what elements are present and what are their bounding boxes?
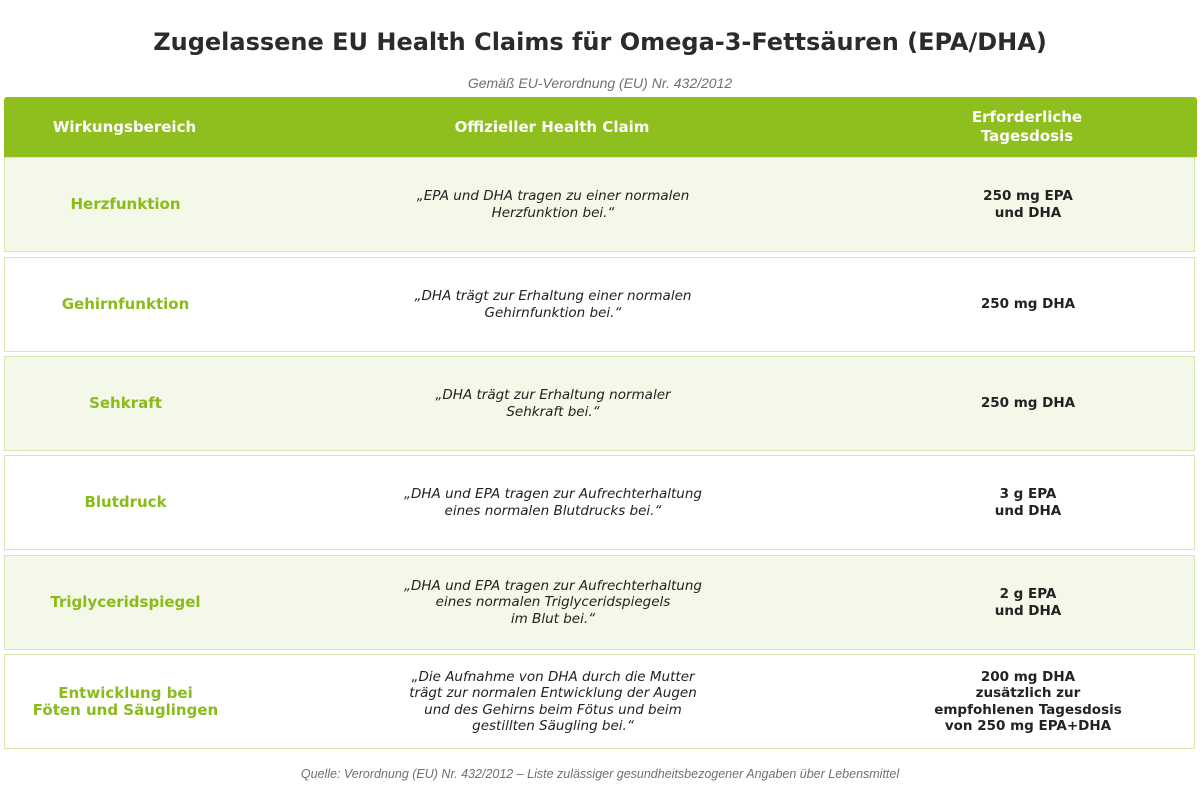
- health-claims-table: [4, 97, 1197, 734]
- row-dose: 2 g EPA und DHA: [994, 586, 1062, 619]
- table-row: [4, 654, 1195, 749]
- table-row: [4, 356, 1195, 451]
- header-wirkungsbereich: Wirkungsbereich: [52, 117, 197, 136]
- table-row: [4, 555, 1195, 650]
- row-dose: 250 mg EPA und DHA: [983, 188, 1073, 221]
- row-claim: „DHA und EPA tragen zur Aufrechterhaltung eines normalen Blutdrucks bei.“: [404, 486, 702, 519]
- row-area-label: Blutdruck: [84, 493, 167, 511]
- row-claim: „DHA trägt zur Erhaltung normaler Sehkraft bei.“: [435, 387, 671, 420]
- row-claim: „EPA und DHA tragen zu einer normalen Herzfunktion bei.“: [416, 188, 690, 221]
- row-area-label: Triglyceridspiegel: [50, 593, 201, 611]
- page-title: Zugelassene EU Health Claims für Omega-3-Fettsäuren (EPA/DHA): [153, 28, 1047, 56]
- table-row: [4, 257, 1195, 352]
- row-area: [5, 556, 246, 649]
- row-dose: 200 mg DHA zusätzlich zur empfohlenen Tagesdosis von 250 mg EPA+DHA: [934, 668, 1122, 734]
- row-claim: „DHA und EPA tragen zur Aufrechterhaltung eines normalen Triglyceridspiegels im Blut bei.“: [404, 577, 702, 627]
- table-row: [4, 157, 1195, 252]
- header-tagesdosis: [857, 97, 1197, 157]
- page-subtitle: Gemäß EU-Verordnung (EU) Nr. 432/2012: [467, 75, 733, 91]
- header-health-claim: Offizieller Health Claim: [454, 117, 650, 136]
- row-area: [5, 655, 246, 748]
- row-claim: „DHA trägt zur Erhaltung einer normalen Gehirnfunktion bei.“: [414, 288, 692, 321]
- row-dose: 250 mg DHA: [980, 296, 1076, 313]
- source-note: Quelle: Verordnung (EU) Nr. 432/2012 – Liste zulässiger gesundheitsbezogener Angaben über Lebensmittel: [300, 767, 900, 781]
- row-area: [5, 258, 246, 351]
- header-tagesdosis-label: Erforderliche Tagesdosis: [971, 108, 1083, 145]
- row-area: [5, 456, 246, 549]
- row-claim: „Die Aufnahme von DHA durch die Mutter trägt zur normalen Entwicklung der Augen und des Gehirns beim Fötus und beim gestillten Säugling bei.“: [409, 668, 697, 734]
- table-header: [4, 97, 1197, 157]
- row-dose: 250 mg DHA: [980, 395, 1076, 412]
- row-area: [5, 158, 246, 251]
- row-area: [5, 357, 246, 450]
- row-area-label: Entwicklung bei Föten und Säuglingen: [32, 683, 219, 719]
- row-area-label: Herzfunktion: [70, 195, 181, 213]
- row-area-label: Sehkraft: [89, 394, 162, 412]
- row-area-label: Gehirnfunktion: [61, 295, 190, 313]
- table-row: [4, 455, 1195, 550]
- row-dose: 3 g EPA und DHA: [994, 486, 1062, 519]
